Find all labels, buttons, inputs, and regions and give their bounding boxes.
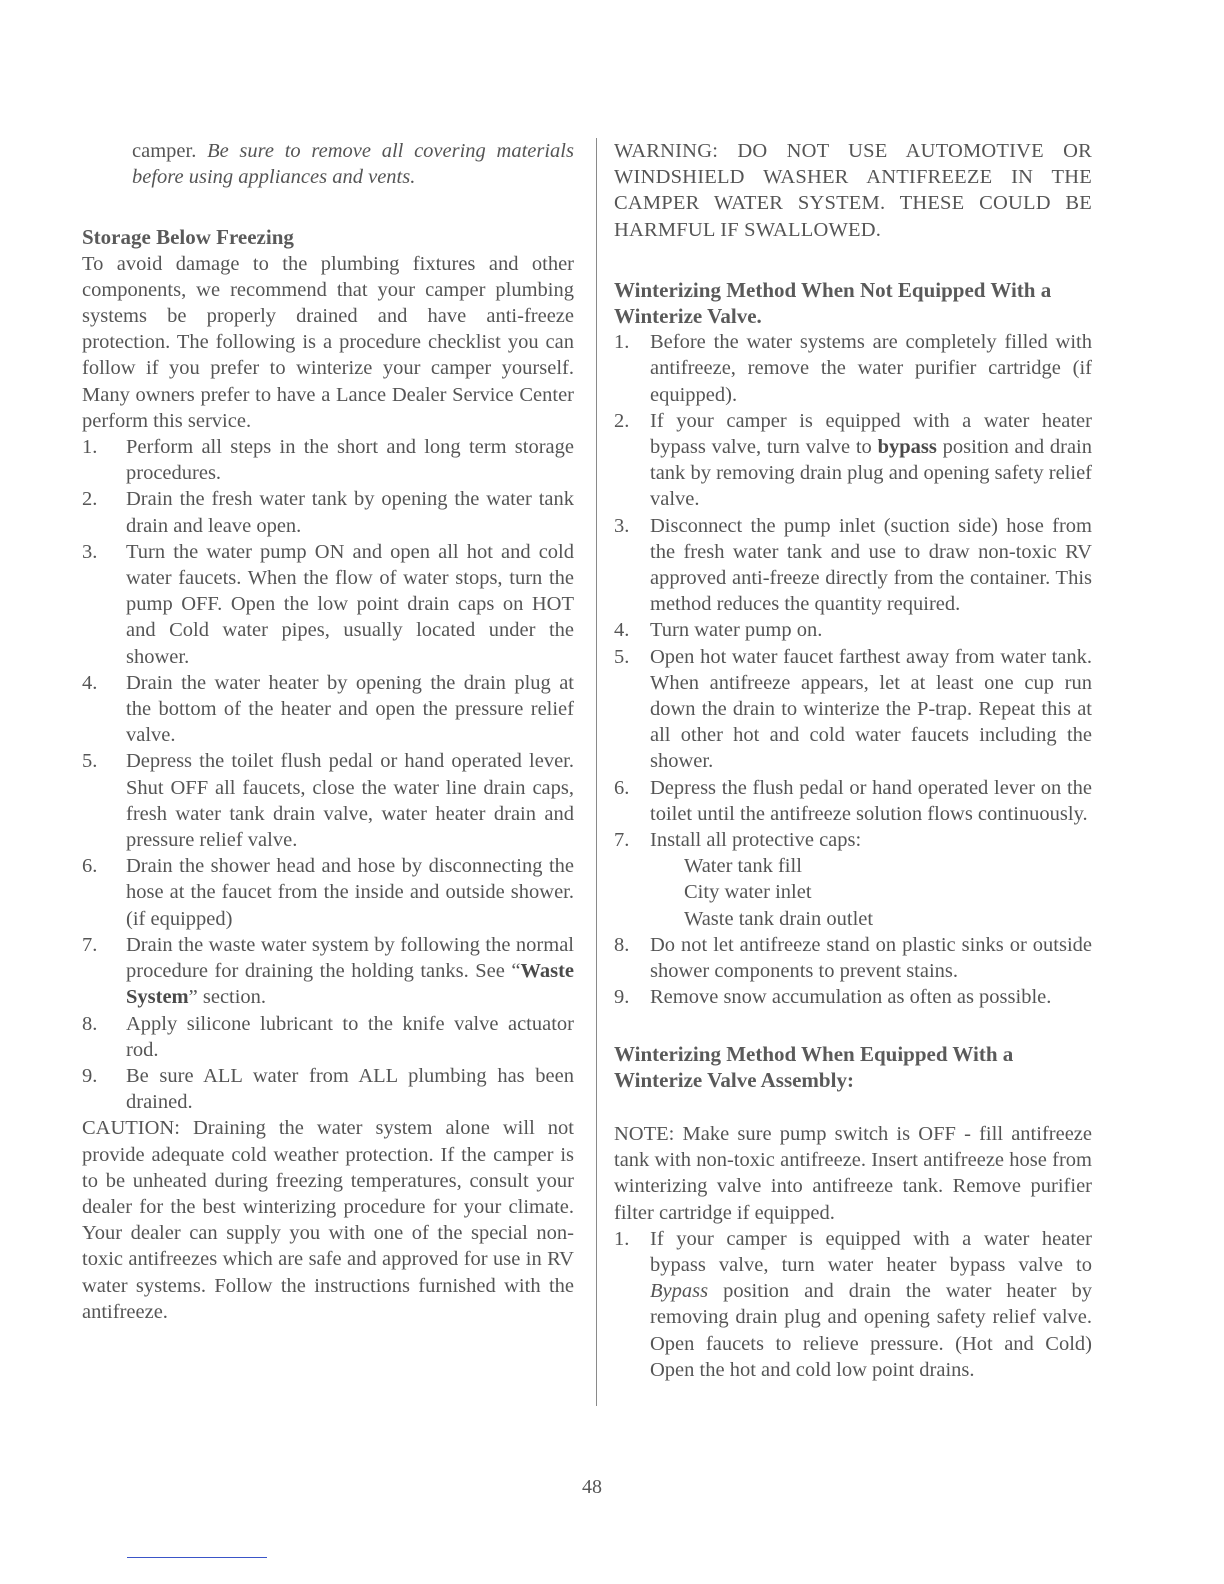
list-item: 6. Drain the shower head and hose by disconnecting the hose at the faucet from the inside and outside shower. (if equipped) [82, 855, 574, 930]
list-item: 8. Apply silicone lubricant to the knife valve actuator rod. [82, 1012, 574, 1061]
list-item: 4. Drain the water heater by opening the drain plug at the bottom of the heater and open the pressure relief valve. [82, 671, 574, 747]
list-item: 8. Do not let antifreeze stand on plastic sinks or outside shower components to prevent stains. [614, 933, 1092, 983]
winterizing-without-valve-steps [614, 329, 1092, 1010]
list-item: 4. Turn water pump on. [614, 619, 823, 642]
list-item: 5. Depress the toilet flush pedal or hand operated lever. Shut OFF all faucets, close the water line drain caps, fresh water tank drain valve, water heater drain and pressure relief valve. [82, 750, 574, 852]
list-item: 3. Disconnect the pump inlet (suction side) hose from the fresh water tank and use to draw non-toxic RV approved anti-freeze directly from the container. This method reduces the quantity required. [614, 514, 1092, 616]
list-item: 5. Open hot water faucet farthest away from water tank. When antifreeze appears, let at least one cup run down the drain to winterize the P-trap. Repeat this at all other hot and cold water faucets including the shower. [614, 645, 1092, 773]
left-column [82, 138, 574, 1325]
protective-caps-list [650, 853, 1092, 932]
storage-paragraph: To avoid damage to the plumbing fixtures and other components, we recommend that your camper plumbing systems be properly drained and have anti-freeze protection. The following is a procedure checklist you can follow if you prefer to winterize your camper yourself. Many owners prefer to have a Lance Dealer Service Center perform this service. [82, 252, 574, 432]
list-item: 6. Depress the flush pedal or hand operated lever on the toilet until the antifreeze solution flows continuously. [614, 776, 1092, 825]
winterizing-without-valve-heading: Winterizing Method When Not Equipped With a Winterize Valve. [614, 277, 1052, 329]
storage-checklist [82, 434, 574, 1115]
warning-paragraph: WARNING: DO NOT USE AUTOMOTIVE OR WINDSHIELD WASHER ANTIFREEZE IN THE CAMPER WATER SYSTEM. THESE COULD BE HARMFUL IF SWALLOWED. [614, 140, 1092, 241]
page-number: 48 [582, 1476, 602, 1498]
sub-item: Water tank fill [684, 855, 802, 878]
list-item: 2. If your camper is equipped with a water heater bypass valve, turn valve to bypass position and drain tank by removing drain plug and opening safety relief valve. [614, 409, 1092, 511]
intro-italic-text: Be sure to remove all covering materials before using appliances and vents. [132, 140, 574, 189]
storage-below-freezing-heading: Storage Below Freezing [82, 225, 294, 250]
column-divider [596, 138, 597, 1406]
list-item: 1. If your camper is equipped with a water heater bypass valve, turn water heater bypass valve to Bypass position and drain the water heater by removing drain plug and opening safety relief valve. Open faucets to relieve pressure. (Hot and Cold) Open the hot and cold low point drains. [614, 1227, 1092, 1381]
list-item: 1. Perform all steps in the short and long term storage procedures. [82, 436, 574, 485]
bypass-emphasis: bypass [877, 436, 937, 459]
sub-item: Waste tank drain outlet [684, 907, 874, 930]
list-item: 9. Be sure ALL water from ALL plumbing has been drained. [82, 1064, 574, 1114]
intro-plain-text: camper. [132, 140, 208, 162]
intro-paragraph [82, 138, 574, 190]
list-item: 7. Drain the waste water system by following the normal procedure for draining the holding tanks. See “Waste System” section. [82, 933, 574, 1009]
footnote-rule [127, 1557, 267, 1558]
list-item: 3. Turn the water pump ON and open all hot and cold water faucets. When the flow of water stops, turn the pump OFF. Open the low point drain caps on HOT and Cold water pipes, usually located under the shower. [82, 540, 574, 668]
list-item: 1. Before the water systems are completely filled with antifreeze, remove the water purifier cartridge (if equipped). [614, 331, 1092, 406]
sub-item: City water inlet [684, 881, 812, 904]
list-item: 7. Install all protective caps: Water tank fill City water inlet Waste tank drain outlet [614, 827, 1092, 932]
winterizing-with-valve-heading: Winterizing Method When Equipped With a Winterize Valve Assembly: [614, 1041, 1014, 1092]
list-item: 2. Drain the fresh water tank by opening the water tank drain and leave open. [82, 488, 574, 537]
winterizing-with-valve-steps [614, 1226, 1092, 1383]
note-paragraph: NOTE: Make sure pump switch is OFF - fill antifreeze tank with non-toxic antifreeze. Insert antifreeze hose from winterizing valve into antifreeze tank. Remove purifier filter cartridge if equipped. [614, 1122, 1092, 1224]
bypass-italic: Bypass [650, 1280, 709, 1303]
right-column [614, 138, 1092, 1383]
note-label: NOTE: [614, 1122, 675, 1145]
waste-system-reference: Waste System [126, 960, 574, 1009]
caution-paragraph: CAUTION: Draining the water system alone will not provide adequate cold weather protection. If the camper is to be unheated during freezing temperatures, consult your dealer for the best winterizing procedure for your climate. Your dealer can supply you with one of the special non-toxic antifreezes which are safe and approved for use in RV water systems. Follow the instructions furnished with the antifreeze. [82, 1117, 574, 1323]
list-item: 9. Remove snow accumulation as often as possible. [614, 986, 1052, 1009]
